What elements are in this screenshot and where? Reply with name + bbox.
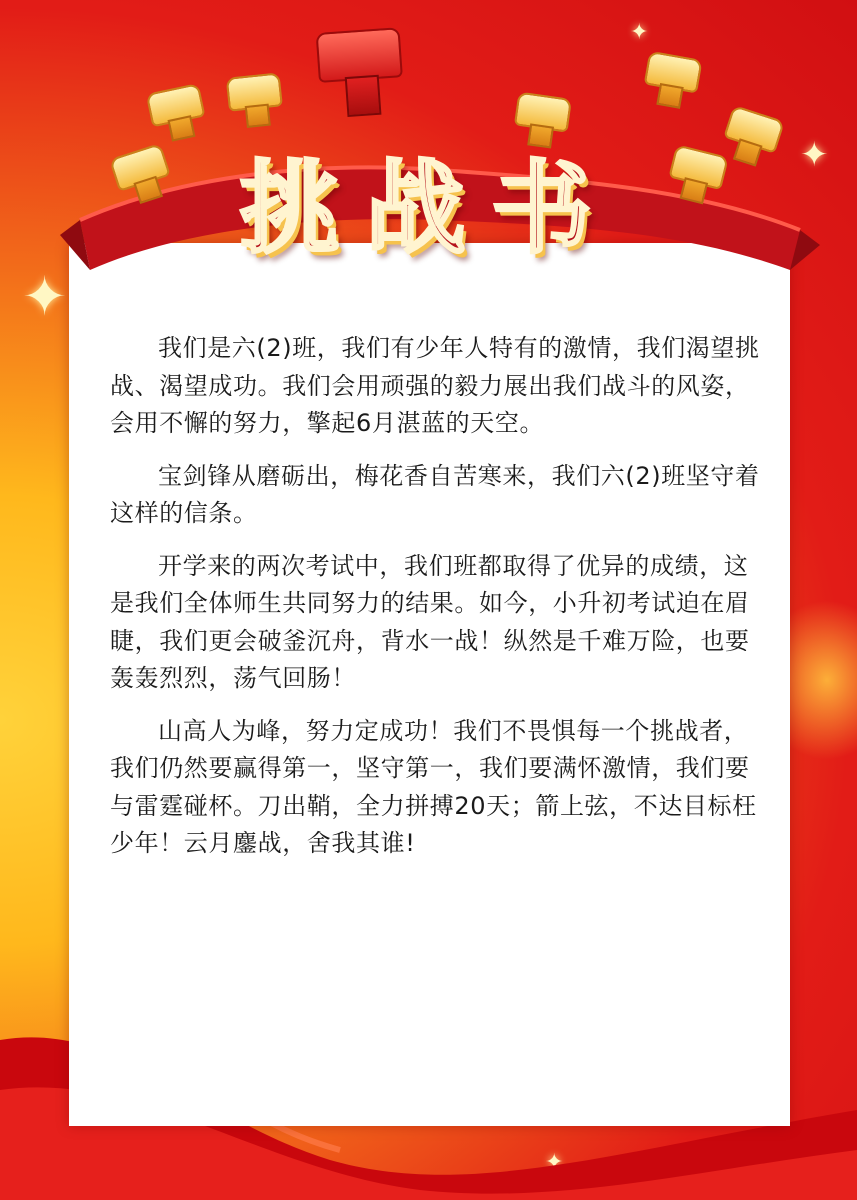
sparkle-icon: ✦: [22, 265, 68, 328]
fist-icon: [316, 27, 405, 105]
paragraph: 宝剑锋从磨砺出，梅花香自苦寒来，我们六(2)班坚守着这样的信条。: [110, 461, 760, 527]
paragraph: 我们是六(2)班，我们有少年人特有的激情，我们渴望挑战、渴望成功。我们会用顽强的毅力展出我们战斗的风姿，会用不懈的努力，擎起6月湛蓝的天空。: [110, 334, 760, 437]
paragraph: 山高人为峰，努力定成功！我们不畏惧每一个挑战者，我们仍然要赢得第一，坚守第一，我们要满怀激情，我们要与雷霆碰杯。刀出鞘，全力拼搏20天；箭上弦，不达目标枉少年！云月鏖战，舍我其谁!: [110, 716, 757, 857]
paragraph: 开学来的两次考试中，我们班都取得了优异的成绩，这是我们全体师生共同努力的结果。如今，小升初考试迫在眉睫，我们更会破釜沉舟，背水一战！纵然是千难万险，也要轰轰烈烈，荡气回肠！: [110, 551, 750, 692]
fist-icon: [641, 51, 703, 108]
fist-icon: [512, 91, 572, 146]
sparkle-icon: ✦: [800, 135, 829, 175]
fist-icon: [226, 72, 285, 125]
letter-body: [110, 330, 762, 878]
poster-title: 挑战书: [239, 149, 618, 267]
sparkle-icon: ✦: [545, 1150, 564, 1175]
sparkle-icon: ✦: [630, 20, 649, 45]
